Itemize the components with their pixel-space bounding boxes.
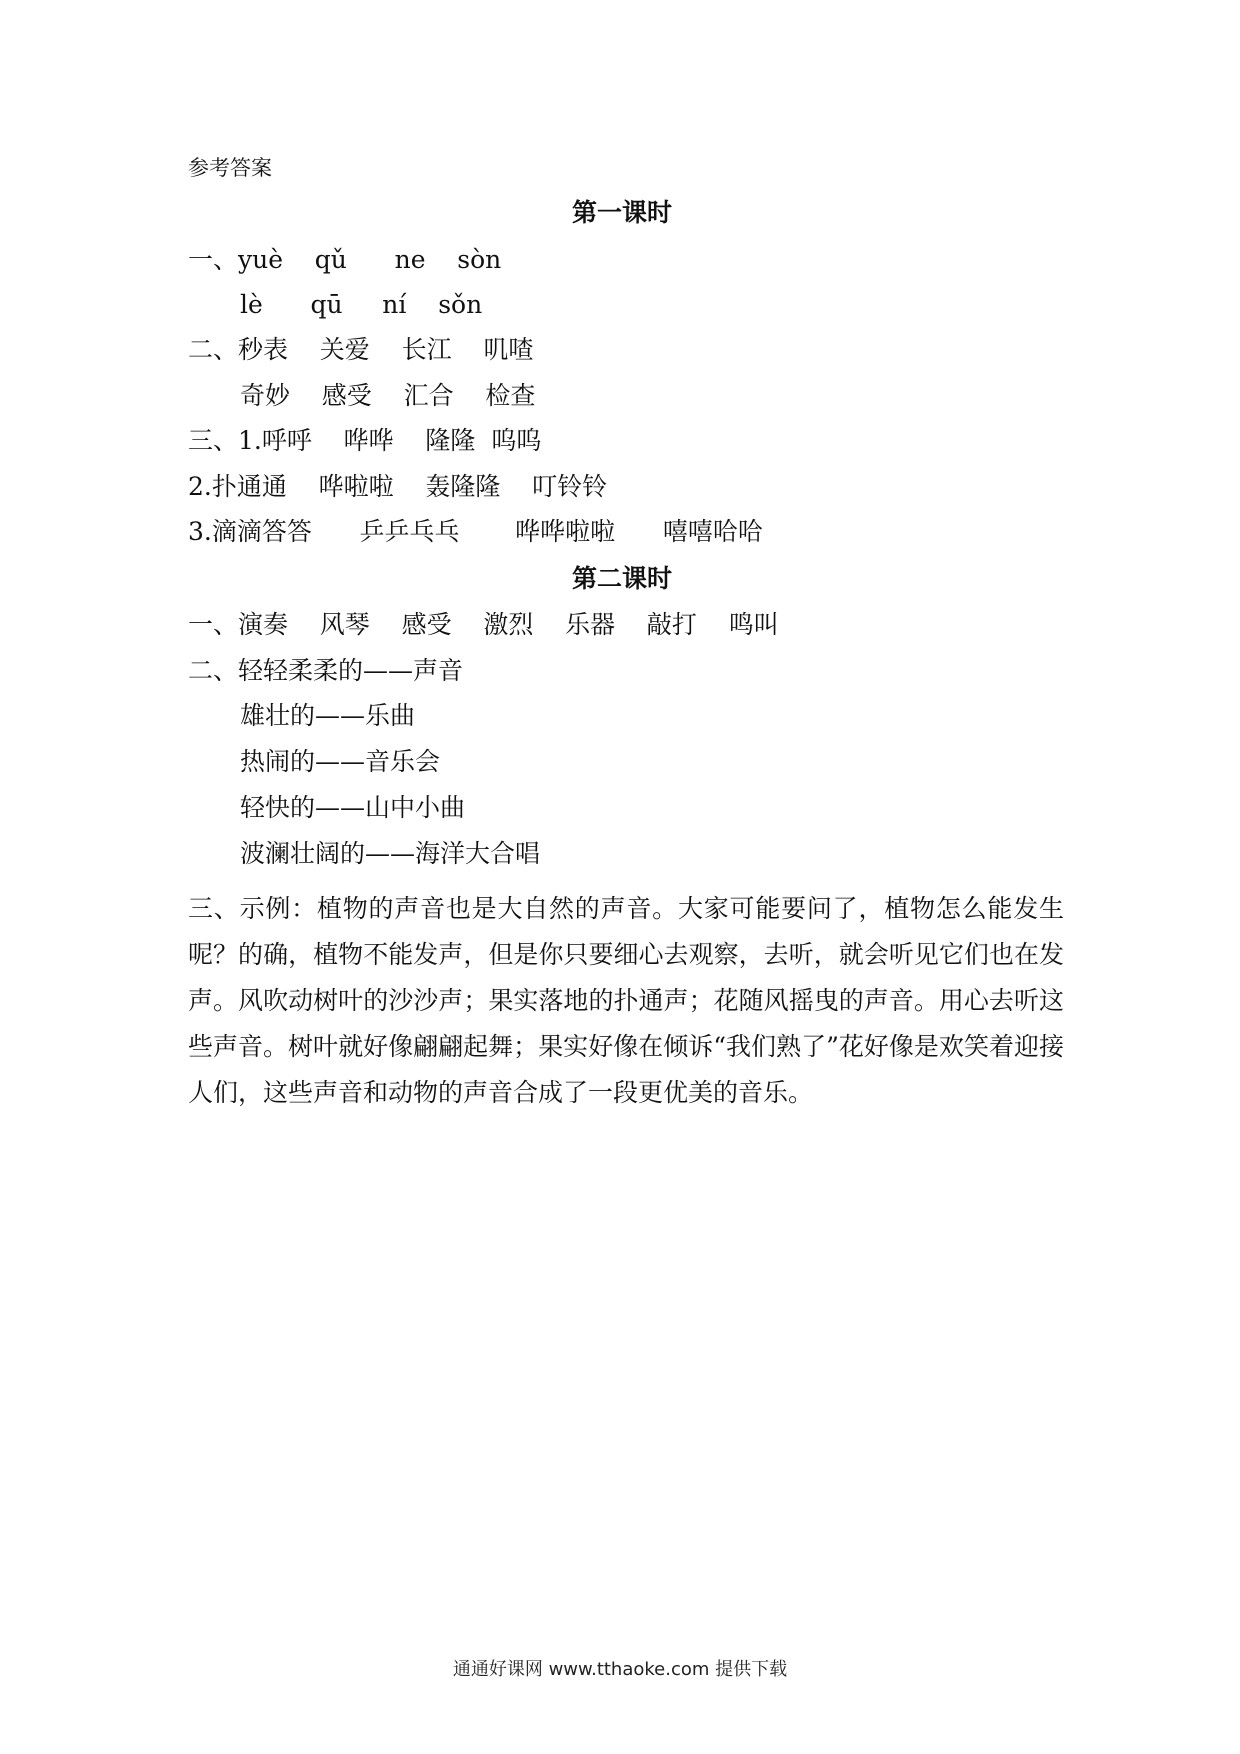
lesson1-q3-line1: 三、1.呼呼 哗哗 隆隆 呜呜 [188, 426, 542, 455]
lesson2-q1-line1: 一、演奏 风琴 感受 激烈 乐器 敲打 鸣叫 [188, 610, 779, 639]
lesson1-q3-line2: 2.扑通通 哗啦啦 轰隆隆 叮铃铃 [188, 472, 608, 501]
document-title: 参考答案 [188, 156, 272, 180]
lesson1-q1-line1: 一、yuè qǔ ne sòn [188, 245, 502, 274]
lesson2-heading: 第二课时 [572, 564, 673, 593]
lesson1-q3-line3: 3.滴滴答答 乒乒乓乓 哗哗啦啦 嘻嘻哈哈 [188, 517, 763, 546]
footer-source: 通通好课网 www.tthaoke.com 提供下载 [452, 1659, 788, 1680]
lesson2-q2-line5: 波澜壮阔的——海洋大合唱 [240, 839, 541, 868]
lesson1-heading: 第一课时 [572, 198, 673, 227]
lesson2-q2-line3: 热闹的——音乐会 [240, 747, 441, 776]
lesson1-q2-line2: 奇妙 感受 汇合 检查 [240, 381, 536, 410]
lesson2-q2-line2: 雄壮的——乐曲 [240, 701, 416, 730]
lesson1-q2-line1: 二、秒表 关爱 长江 叽喳 [188, 335, 534, 364]
lesson1-q1-line2: lè qū ní sǒn [240, 290, 483, 319]
lesson2-q2-line4: 轻快的——山中小曲 [240, 793, 466, 822]
lesson2-q2-line1: 二、轻轻柔柔的——声音 [188, 656, 464, 685]
lesson2-q3-paragraph: 三、示例：植物的声音也是大自然的声音。大家可能要问了，植物怎么能发生呢？的确，植物不能发声，但是你只要细心去观察，去听，就会听见它们也在发声。风吹动树叶的沙沙声；果实落地的扑通声；花随风摇曳的声音。用心去听这些声音。树叶就好像翩翩起舞；果实好像在倾诉“我们熟了”花好像是欢笑着迎接人们，这些声音和动物的声音合成了一段更优美的音乐。 [188, 894, 1064, 1107]
